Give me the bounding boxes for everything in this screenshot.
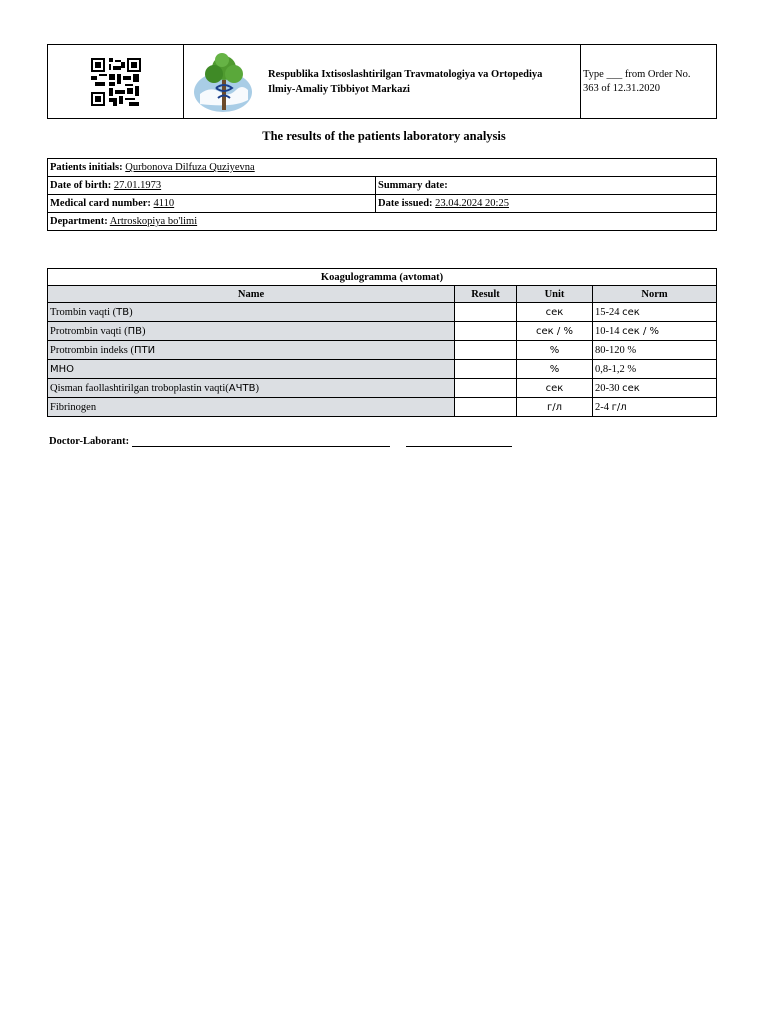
signature-line bbox=[132, 437, 390, 447]
signature-label: Doctor-Laborant: bbox=[49, 436, 130, 447]
column-header-result: Result bbox=[455, 286, 517, 303]
table-row bbox=[48, 303, 717, 322]
logo-cell bbox=[184, 45, 264, 118]
date-of-birth-value: 27.01.1973 bbox=[113, 180, 162, 191]
test-name-abbreviation: АЧТВ bbox=[228, 382, 256, 394]
test-name-part: Trombin vaqti ( bbox=[50, 306, 117, 318]
test-name bbox=[48, 360, 455, 379]
test-norm-range: 10-14 bbox=[595, 325, 623, 337]
signature-block bbox=[49, 436, 512, 447]
order-info-line2: 363 of 12.31.2020 bbox=[583, 82, 660, 94]
column-header-name: Name bbox=[48, 286, 455, 303]
date-of-birth-label: Date of birth: bbox=[50, 180, 112, 191]
test-name bbox=[48, 322, 455, 341]
qr-code-icon bbox=[91, 58, 141, 106]
test-norm-unit: сек bbox=[622, 306, 640, 318]
test-name-abbreviation: МНО bbox=[50, 363, 75, 375]
organization-name-line2: Ilmiy-Amaliy Tibbiyot Markazi bbox=[268, 83, 410, 95]
test-name-abbreviation: ПТИ bbox=[134, 344, 156, 356]
test-name bbox=[48, 303, 455, 322]
test-name-suffix: ) bbox=[255, 382, 259, 394]
medical-card-cell bbox=[48, 195, 376, 213]
test-name bbox=[48, 398, 455, 417]
table-row bbox=[48, 379, 717, 398]
test-result bbox=[455, 303, 517, 322]
test-norm-range: 80-120 % bbox=[595, 344, 637, 356]
order-info bbox=[581, 45, 716, 118]
document-header bbox=[47, 44, 717, 119]
test-unit: % bbox=[517, 360, 593, 379]
test-unit: сек bbox=[517, 303, 593, 322]
lab-results-body bbox=[48, 303, 717, 417]
signature-date-line bbox=[406, 437, 512, 447]
patient-info-table bbox=[47, 158, 717, 231]
test-unit: сек bbox=[517, 379, 593, 398]
date-issued-value: 23.04.2024 20:25 bbox=[435, 198, 509, 209]
summary-date-label: Summary date: bbox=[378, 180, 448, 191]
test-name-part: Protrombin indeks ( bbox=[50, 344, 134, 356]
test-result bbox=[455, 322, 517, 341]
test-name-suffix: ) bbox=[141, 325, 146, 337]
test-norm-unit: сек / % bbox=[622, 325, 660, 337]
column-header-norm: Norm bbox=[593, 286, 717, 303]
test-unit: % bbox=[517, 341, 593, 360]
table-row bbox=[48, 360, 717, 379]
test-result bbox=[455, 360, 517, 379]
test-name bbox=[48, 379, 455, 398]
test-norm-unit: г/л bbox=[611, 401, 627, 413]
test-norm-range: 0,8-1,2 % bbox=[595, 363, 637, 375]
department-cell bbox=[48, 213, 717, 231]
department-label: Department: bbox=[50, 216, 108, 227]
test-norm bbox=[593, 360, 717, 379]
test-name bbox=[48, 341, 455, 360]
test-result bbox=[455, 398, 517, 417]
organization-name-line1: Respublika Ixtisoslashtirilgan Travmatologiya va Ortopediya bbox=[268, 68, 543, 80]
column-header-unit: Unit bbox=[517, 286, 593, 303]
summary-date-cell bbox=[376, 177, 717, 195]
test-norm bbox=[593, 398, 717, 417]
test-result bbox=[455, 341, 517, 360]
test-name-suffix: ) bbox=[129, 306, 133, 318]
test-name-abbreviation: ПВ bbox=[127, 325, 142, 337]
patient-initials-cell bbox=[48, 159, 717, 177]
test-name-part: Qisman faollashtirilgan troboplastin vaqti( bbox=[50, 382, 229, 394]
medical-card-label: Medical card number: bbox=[50, 198, 151, 209]
date-issued-label: Date issued: bbox=[378, 198, 433, 209]
test-norm-range: 15-24 bbox=[595, 306, 623, 318]
test-name-part: Protrombin vaqti ( bbox=[50, 325, 128, 337]
table-row bbox=[48, 341, 717, 360]
test-result bbox=[455, 379, 517, 398]
test-norm bbox=[593, 322, 717, 341]
table-row bbox=[48, 322, 717, 341]
date-of-birth-cell bbox=[48, 177, 376, 195]
test-name-abbreviation: ТВ bbox=[116, 306, 130, 318]
patient-initials-label: Patients initials: bbox=[50, 162, 123, 173]
test-unit: сек / % bbox=[517, 322, 593, 341]
order-info-line1: Type ___ from Order No. bbox=[583, 68, 691, 80]
qr-code-cell bbox=[48, 45, 184, 118]
test-name-part: Fibrinogen bbox=[50, 401, 97, 413]
document-title: The results of the patients laboratory analysis bbox=[262, 129, 506, 143]
organization-name bbox=[264, 45, 581, 118]
test-norm bbox=[593, 303, 717, 322]
test-unit: г/л bbox=[517, 398, 593, 417]
test-norm-range: 20-30 bbox=[595, 382, 623, 394]
test-norm bbox=[593, 379, 717, 398]
table-row bbox=[48, 398, 717, 417]
patient-initials-value: Qurbonova Dilfuza Quziyevna bbox=[125, 162, 255, 173]
test-norm bbox=[593, 341, 717, 360]
test-norm-range: 2-4 bbox=[595, 401, 612, 413]
hospital-logo-icon bbox=[192, 50, 256, 114]
department-value: Artroskopiya bo'limi bbox=[109, 216, 198, 227]
test-norm-unit: сек bbox=[622, 382, 640, 394]
lab-results-caption: Koagulogramma (avtomat) bbox=[48, 269, 717, 286]
lab-results-table bbox=[47, 268, 717, 417]
date-issued-cell bbox=[376, 195, 717, 213]
medical-card-value: 4110 bbox=[153, 198, 175, 209]
